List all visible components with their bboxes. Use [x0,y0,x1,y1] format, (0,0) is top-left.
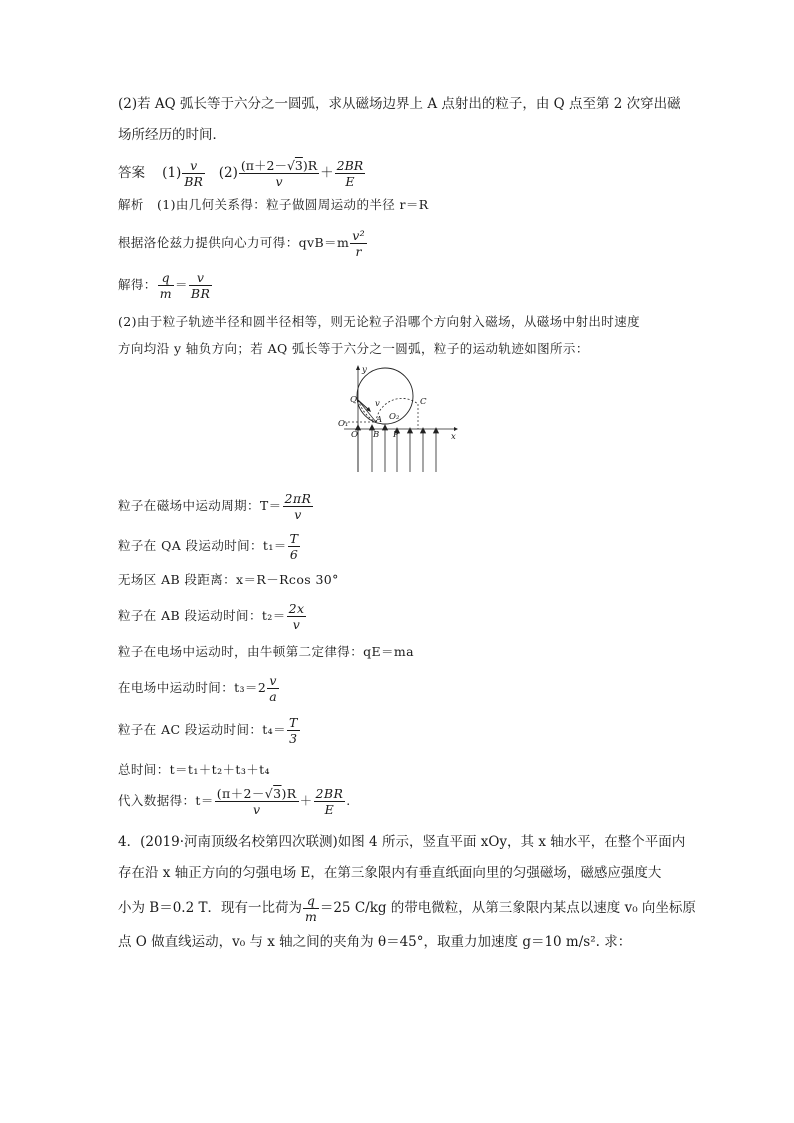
question-line-1: (2)若 AQ 弧长等于六分之一圆弧，求从磁场边界上 A 点射出的粒子，由 Q 点至第 2 次穿出磁 [118,96,681,112]
analysis-total: 总时间：t＝t₁＋t₂＋t₃＋t₄ [118,762,270,777]
field-circle [357,368,413,424]
analysis-t1: 粒子在 QA 段运动时间：t₁＝ $\frac{T}{6}$ [118,531,299,562]
answer-label: 答案 [118,165,145,181]
answer-frac-3: $\frac{2BR}{E}$ [336,158,364,189]
question-line-2: 场所经历的时间． [118,127,226,143]
y-axis-arrow-icon [356,365,360,370]
label-b: B [373,430,380,440]
answer-line [118,158,366,189]
analysis-newton: 粒子在电场中运动时，由牛顿第二定律得：qE＝ma [118,644,415,659]
label-o2: O₂ [389,412,400,422]
label-a: A [376,415,383,425]
label-o1: O₁ [338,419,349,429]
analysis-t4: 粒子在 AC 段运动时间：t₄＝ $\frac{T}{3}$ [118,715,298,746]
analysis-line-4: (2)由于粒子轨迹半径和圆半径相等，则无论粒子沿哪个方向射入磁场，从磁场中射出时速度 [118,314,641,329]
answer-part2: (2) [218,165,238,181]
analysis-period: 粒子在磁场中运动周期：T＝ $\frac{2\pi R}{v}$ [118,491,312,522]
analysis-substitute: 代入数据得：t＝ $\frac{(\pi+2-√3)R}{v}$ ＋ $\frac{2BR}{E}$ . [118,786,351,817]
analysis-t3: 在电场中运动时间：t₃＝2 $\frac{v}{a}$ [118,673,278,704]
trajectory-figure [336,364,460,476]
answer-frac-2: $\frac{(\pi+2-√3)R}{v}$ [240,158,318,189]
problem4-line-2: 存在沿 x 轴正方向的匀强电场 E，在第三象限内有垂直纸面向里的匀强磁场，磁感应强度大 [118,865,662,881]
answer-plus: ＋ [320,165,334,181]
problem4-line-4: 点 O 做直线运动，v₀ 与 x 轴之间的夹角为 θ＝45°，取重力加速度 g＝10 m/s². 求： [118,934,632,950]
label-v: v [375,399,380,409]
problem4-line-3: 小为 B＝0.2 T．现有一比荷为 $\frac{q}{m}$ ＝25 C/kg 的带电微粒，从第三象限内某点以速度 v₀ 向坐标原 [118,893,696,924]
label-x: x [451,432,456,442]
analysis-xab: 无场区 AB 段距离：x＝R－Rcos 30° [118,572,339,587]
analysis-text-1: (1)由几何关系得：粒子做圆周运动的半径 r＝R [156,197,429,212]
analysis-line-2: 根据洛伦兹力提供向心力可得：qvB＝m $\frac{\text{v²}}{r}$ [118,228,366,259]
label-p: P [393,430,399,440]
answer-part1: (1) [162,165,182,181]
radius-line [358,400,376,422]
label-c: C [420,397,427,407]
problem4-line-1: 4．(2019·河南顶级名校第四次联测)如图 4 所示，竖直平面 xOy，其 x 轴水平，在整个平面内 [118,834,686,850]
label-o: O [351,430,358,440]
analysis-line-3: 解得： $\frac{q}{m}$ ＝ $\frac{v}{BR}$ [118,270,211,301]
label-q: Q [350,395,357,405]
x-axis-arrow-icon [454,427,458,431]
analysis-t2: 粒子在 AB 段运动时间：t₂＝ $\frac{2x}{v}$ [118,601,305,632]
analysis-label: 解析 [118,197,144,212]
answer-frac-1: $\frac{v}{BR}$ [184,158,203,189]
analysis-line-1 [118,199,429,212]
label-y: y [362,365,367,375]
analysis-line-5: 方向均沿 y 轴负方向；若 AQ 弧长等于六分之一圆弧，粒子的运动轨迹如图所示： [118,341,589,356]
